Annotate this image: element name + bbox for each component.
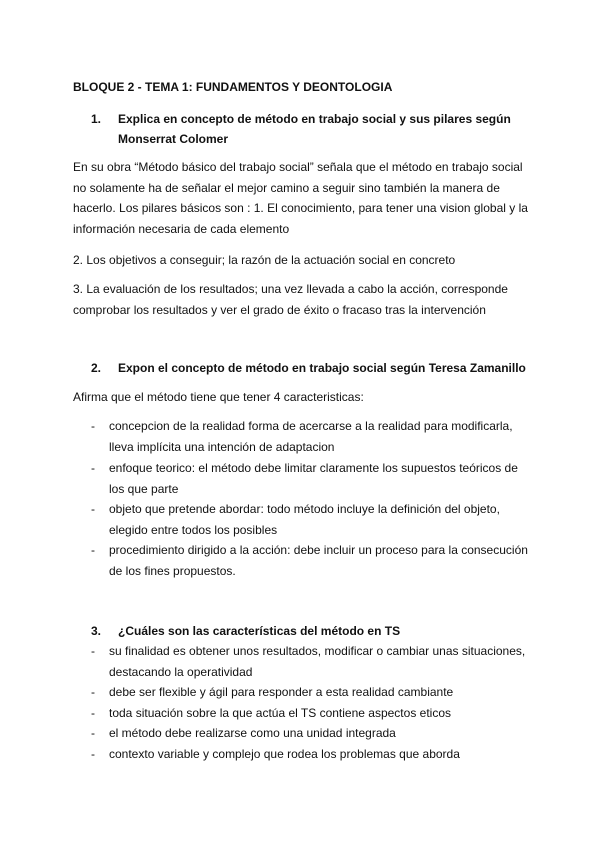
list-item: objeto que pretende abordar: todo método incluye la definición del objeto, elegido entre todos los posibles <box>109 502 500 537</box>
bullet-marker: - <box>91 726 95 740</box>
section-1-heading: Explica en concepto de método en trabajo social y sus pilares según Monserrat Colomer <box>118 112 511 146</box>
list-item: concepcion de la realidad forma de acercarse a la realidad para modificarla, lleva implícita una intención de adaptacion <box>109 419 513 454</box>
section-3-heading: ¿Cuáles son las características del método en TS <box>118 624 401 638</box>
list-item: su finalidad es obtener unos resultados, modificar o cambiar unas situaciones, destacando la operatividad <box>109 644 526 679</box>
section-1-point-2: 2. Los objetivos a conseguir; la razón de la actuación social en concreto <box>73 253 456 267</box>
bullet-marker: - <box>91 502 95 516</box>
section-2-intro: Afirma que el método tiene que tener 4 caracteristicas: <box>73 390 364 404</box>
list-item: debe ser flexible y ágil para responder a esta realidad cambiante <box>109 685 454 699</box>
section-1-point-3: 3. La evaluación de los resultados; una vez llevada a cabo la acción, corresponde comprobar los resultados y ver el grado de éxito o fracaso tras la intervención <box>73 282 508 317</box>
bullet-marker: - <box>91 644 95 658</box>
list-item: toda situación sobre la que actúa el TS contiene aspectos eticos <box>109 706 451 720</box>
section-3-number: 3. <box>91 624 102 638</box>
section-1-intro: En su obra “Método básico del trabajo social” señala que el método en trabajo social no solamente ha de señalar el mejor camino a seguir sino también la manera de hacerlo. Los pilares básicos son : 1. El conocimiento, para tener una vision global y la información necesaria de cada elemento <box>73 160 528 236</box>
section-2-number: 2. <box>91 361 102 375</box>
list-item: el método debe realizarse como una unidad integrada <box>109 726 396 740</box>
bullet-marker: - <box>91 747 95 761</box>
bullet-marker: - <box>91 685 95 699</box>
bullet-marker: - <box>91 706 95 720</box>
bullet-marker: - <box>91 461 95 475</box>
bullet-marker: - <box>91 543 95 557</box>
list-item: procedimiento dirigido a la acción: debe incluir un proceso para la consecución de los fines propuestos. <box>109 543 528 578</box>
list-item: contexto variable y complejo que rodea los problemas que aborda <box>109 747 460 761</box>
section-2-heading: Expon el concepto de método en trabajo social según Teresa Zamanillo <box>118 361 526 375</box>
list-item: enfoque teorico: el método debe limitar claramente los supuestos teóricos de los que parte <box>109 461 518 496</box>
bullet-marker: - <box>91 419 95 433</box>
document-title: BLOQUE 2 - TEMA 1: FUNDAMENTOS Y DEONTOLOGIA <box>73 80 393 94</box>
section-1-number: 1. <box>91 112 102 126</box>
